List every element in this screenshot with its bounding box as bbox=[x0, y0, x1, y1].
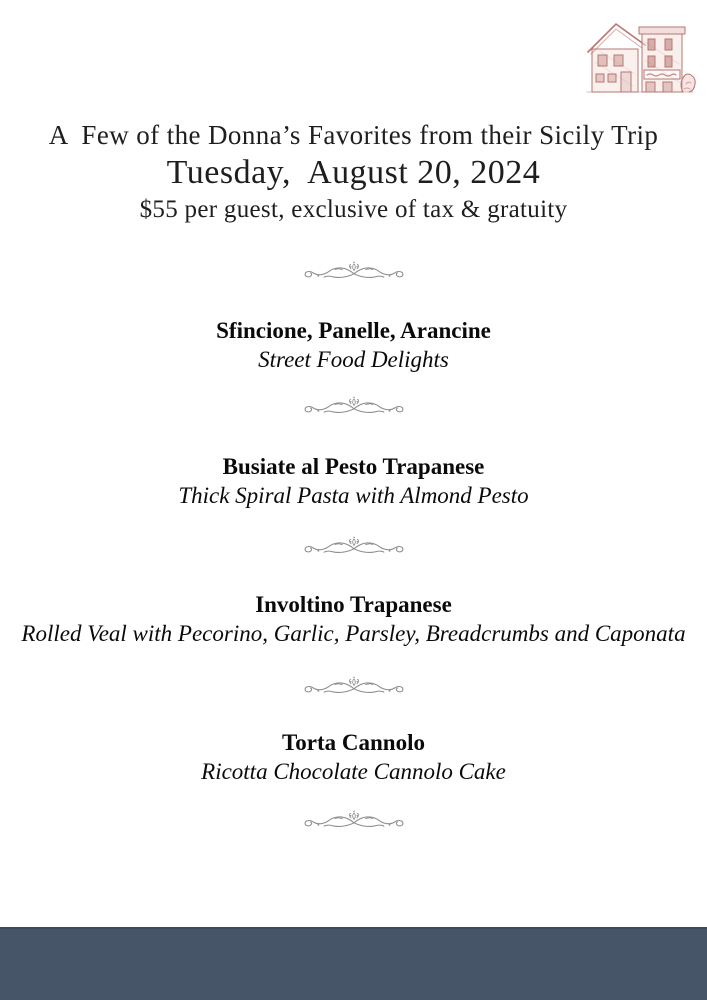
menu-item-description: Ricotta Chocolate Cannolo Cake bbox=[201, 759, 506, 784]
flourish-divider bbox=[296, 257, 412, 289]
flourish-divider bbox=[296, 392, 412, 424]
menu-item bbox=[0, 316, 707, 374]
menu-item-description: Street Food Delights bbox=[258, 347, 449, 372]
price-note: $55 per guest, exclusive of tax & gratuity bbox=[139, 196, 568, 223]
menu-item-description: Rolled Veal with Pecorino, Garlic, Parsley, Breadcrumbs and Caponata bbox=[21, 621, 686, 646]
menu-item-description: Thick Spiral Pasta with Almond Pesto bbox=[178, 483, 529, 508]
menu-item bbox=[0, 728, 707, 786]
menu-title: A Few of the Donna’s Favorites from their Sicily Trip bbox=[48, 120, 659, 150]
flourish-divider bbox=[296, 672, 412, 704]
building-sketch-icon bbox=[583, 12, 699, 106]
menu-item-name: Busiate al Pesto Trapanese bbox=[222, 454, 485, 479]
menu-item-name: Involtino Trapanese bbox=[255, 592, 452, 617]
restaurant-logo bbox=[583, 12, 699, 106]
menu-item-name: Torta Cannolo bbox=[282, 730, 425, 755]
menu-item bbox=[0, 452, 707, 510]
flourish-divider bbox=[296, 532, 412, 564]
flourish-divider bbox=[296, 806, 412, 838]
menu-item-name: Sfincione, Panelle, Arancine bbox=[216, 318, 491, 343]
footer-bar bbox=[0, 927, 707, 1000]
menu-date: Tuesday, August 20, 2024 bbox=[166, 154, 541, 191]
menu-item bbox=[0, 590, 707, 648]
